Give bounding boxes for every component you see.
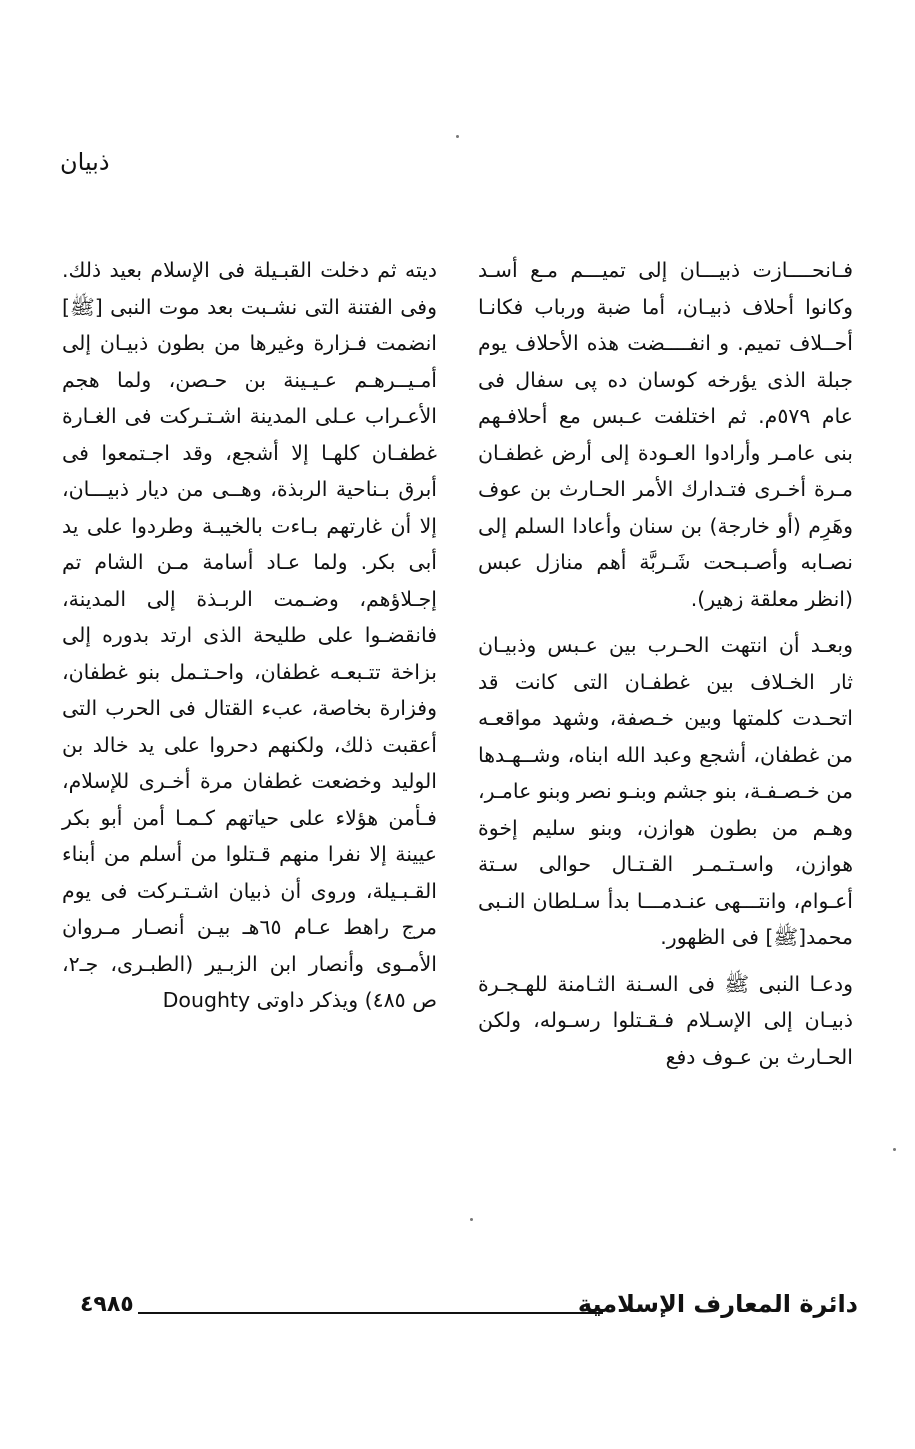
page-number: ٤٩٨٥ bbox=[80, 1292, 134, 1317]
scan-speck bbox=[456, 135, 459, 138]
paragraph: فـانحــــازت ذبيـــان إلى تميـــم مـع أسـد وكانوا أحلاف ذبيـان، أما ضبة ورباب فكانـا أحــلاف تميم. و انفــــضت هذه الأحلاف يوم جبلة الذى يؤرخه كوسان ده پى سفال فى عام ٥٧٩م. ثم اختلفت عـبس مع أحلافـهم بنى عامـر وأرادوا العـودة إلى أرض غطفـان مـرة أخـرى فتـدارك الأمر الحـارث بن عوف وهَرِم (أو خارجة) بن سنان وأعادا السلم إلى نصـابه وأصـبـحت شَـربَّة أهم منازل عبس (انظر معلقة زهير). bbox=[478, 258, 853, 611]
scan-speck bbox=[470, 1218, 473, 1221]
left-column bbox=[62, 252, 437, 1019]
running-header: ذبيان bbox=[60, 148, 110, 176]
right-column bbox=[478, 252, 853, 1075]
paragraph: وبعـد أن انتهت الحـرب بين عـبس وذبيـان ثار الخـلاف بين غطفـان التى كانت قد اتحـدت كلمتها وبين خـصفة، وشهد مواقعـه من غطفان، أشجع وعبد الله ابناه، وشــهـدها من خـصـفـة، بنو جشم وبنـو نصر وبنو عامـر، وهـم من بطون هوازن، وبنو سليم إخوة هوازن، واسـتـمـر القـتـال حوالى سـتة أعـوام، وانتـــهى عنـدمـــا بدأ سـلطان النـبى محمد[ﷺ] فى الظهور. bbox=[478, 633, 853, 949]
scan-speck bbox=[893, 1148, 896, 1151]
footer-divider bbox=[138, 1312, 603, 1314]
paragraph: ديته ثم دخلت القبـيلة فى الإسلام بعيد ذلك. وفى الفتنة التى نشـبت بعد موت النبى [ﷺ] انضمت فـزارة وغيرها من بطون ذبيـان إلى أمـيــرهـم عـيـينة بن حـصن، ولما هجم الأعـراب عـلى المدينة اشـتـركت فى الغـارة غطفـان كلهـا إلا أشجع، وقد اجـتمعوا فى أبرق بـناحية الربذة، وهــى من ديار ذبيـــان، إلا أن غارتهم بـاءت بالخيبـة وطردوا على يد أبى بكر. ولما عـاد أسامة مـن الشام تم إجـلاؤهم، وضـمت الربـذة إلى المدينة، فانقضـوا على طليحة الذى ارتد بدوره إلى بزاخة تتـبعـه غطفان، واحـتـمل بنو غطفان، وفزارة بخاصة، عبء القتال فى الحرب التى أعقبت ذلك، ولكنهم دحروا على يد خالد بن الوليد وخضعت غطفان مرة أخـرى للإسلام، فـأمن هؤلاء على حياتهم كـمـا أمن أبو بكر عيينة إلا نفرا منهم قـتلوا من أسلم من أبناء القـبـيلة، وروى أن ذبيان اشـتـركت فى يوم مرج راهط عـام ٦٥هـ بيـن أنصـار مـروان الأمـوى وأنصار ابن الزبـير (الطبـرى، جـ٢، ص ٤٨٥) ويذكر داوتى Doughty bbox=[62, 258, 437, 1012]
page-footer bbox=[80, 1290, 858, 1326]
journal-title: دائرة المعارف الإسلامية bbox=[577, 1290, 858, 1318]
paragraph: ودعـا النبى ﷺ فى السـنة الثـامنة للهـجـرة ذبيـان إلى الإسـلام فـقـتلوا رسـوله، ولكن الحـارث بن عـوف دفع bbox=[478, 971, 853, 1069]
